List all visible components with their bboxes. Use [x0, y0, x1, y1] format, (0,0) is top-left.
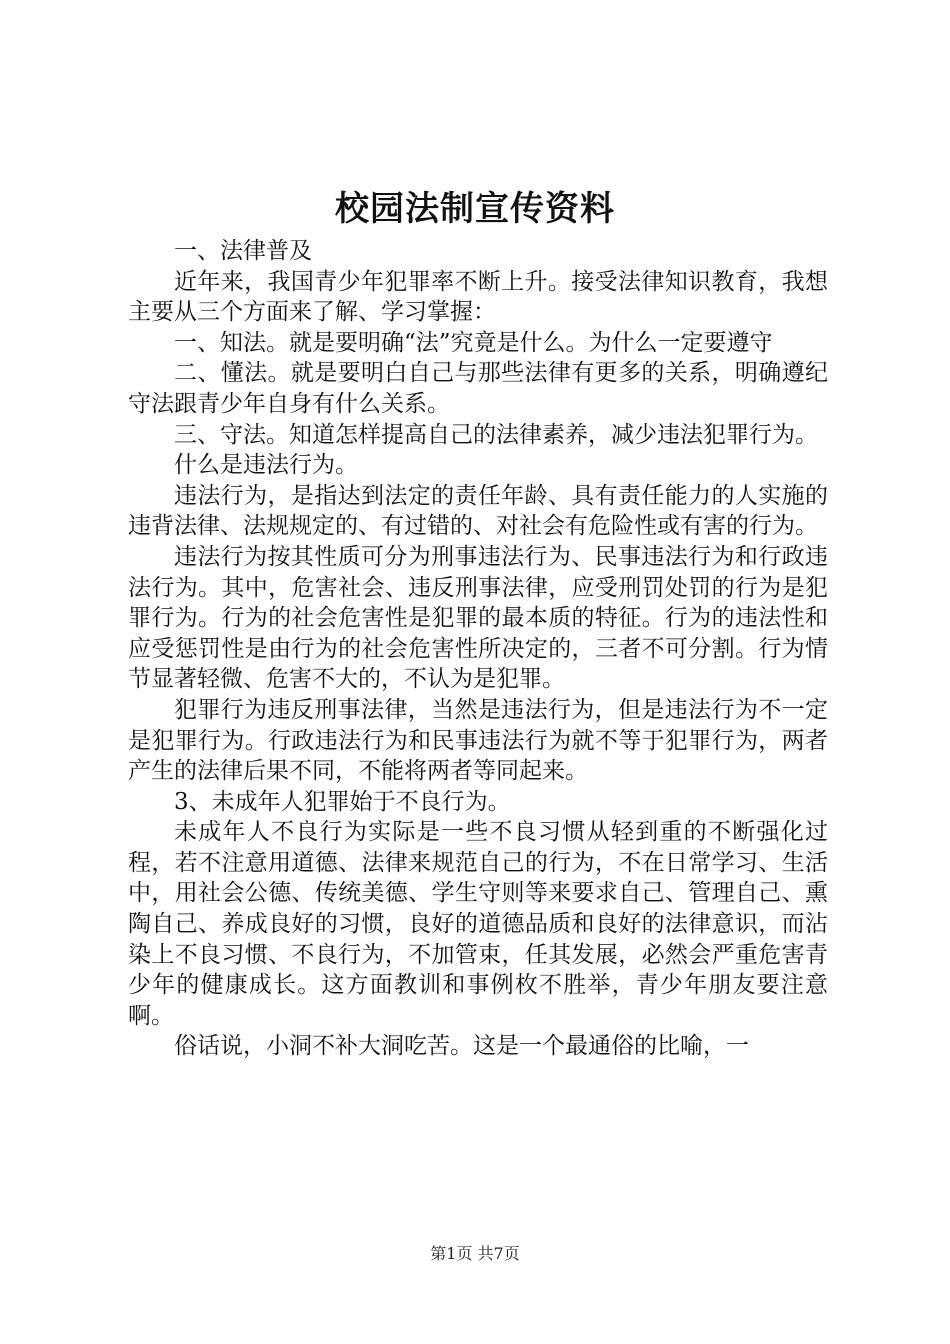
page-footer: 第1页 共7页	[430, 1244, 520, 1263]
paragraph: 什么是违法行为。	[174, 452, 358, 479]
document-title: 校园法制宣传资料	[335, 189, 615, 229]
paragraph: 一、知法。就是要明确“法”究竟是什么。为什么一定要遵守	[174, 329, 773, 356]
paragraph: 二、懂法。就是要明白自己与那些法律有更多的关系，明确遵纪守法跟青少年自身有什么关系。	[128, 360, 828, 417]
paragraph: 违法行为，是指达到法定的责任年龄、具有责任能力的人实施的违背法律、法规规定的、有过错的、对社会有危险性或有害的行为。	[128, 482, 828, 540]
paragraph: 三、守法。知道怎样提高自己的法律素养，减少违法犯罪行为。	[174, 421, 818, 448]
document-body	[128, 236, 828, 1062]
paragraph: 犯罪行为违反刑事法律，当然是违法行为，但是违法行为不一定是犯罪行为。行政违法行为和民事违法行为就不等于犯罪行为，两者产生的法律后果不同，不能将两者等同起来。	[128, 696, 828, 785]
paragraph: 违法行为按其性质可分为刑事违法行为、民事违法行为和行政违法行为。其中，危害社会、违反刑事法律，应受刑罚处罚的行为是犯罪行为。行为的社会危害性是犯罪的最本质的特征。行为的违法性和应受惩罚性是由行为的社会危害性所决定的，三者不可分割。行为情节显著轻微、危害不大的，不认为是犯罪。	[128, 543, 828, 693]
paragraph: 俗话说，小洞不补大洞吃苦。这是一个最通俗的比喻，一	[174, 1033, 749, 1060]
paragraph: 近年来，我国青少年犯罪率不断上升。接受法律知识教育，我想主要从三个方面来了解、学习掌握：	[128, 268, 828, 326]
section-heading: 一、法律普及	[174, 238, 312, 264]
paragraph: 未成年人不良行为实际是一些不良习惯从轻到重的不断强化过程，若不注意用道德、法律来规范自己的行为，不在日常学习、生活中，用社会公德、传统美德、学生守则等来要求自己、管理自己、熏陶自己、养成良好的习惯，良好的道德品质和良好的法律意识，而沾染上不良习惯、不良行为，不加管束，任其发展，必然会严重危害青少年的健康成长。这方面教训和事例枚不胜举，青少年朋友要注意啊。	[128, 819, 828, 1029]
paragraph: 3、未成年人犯罪始于不良行为。	[174, 788, 511, 815]
